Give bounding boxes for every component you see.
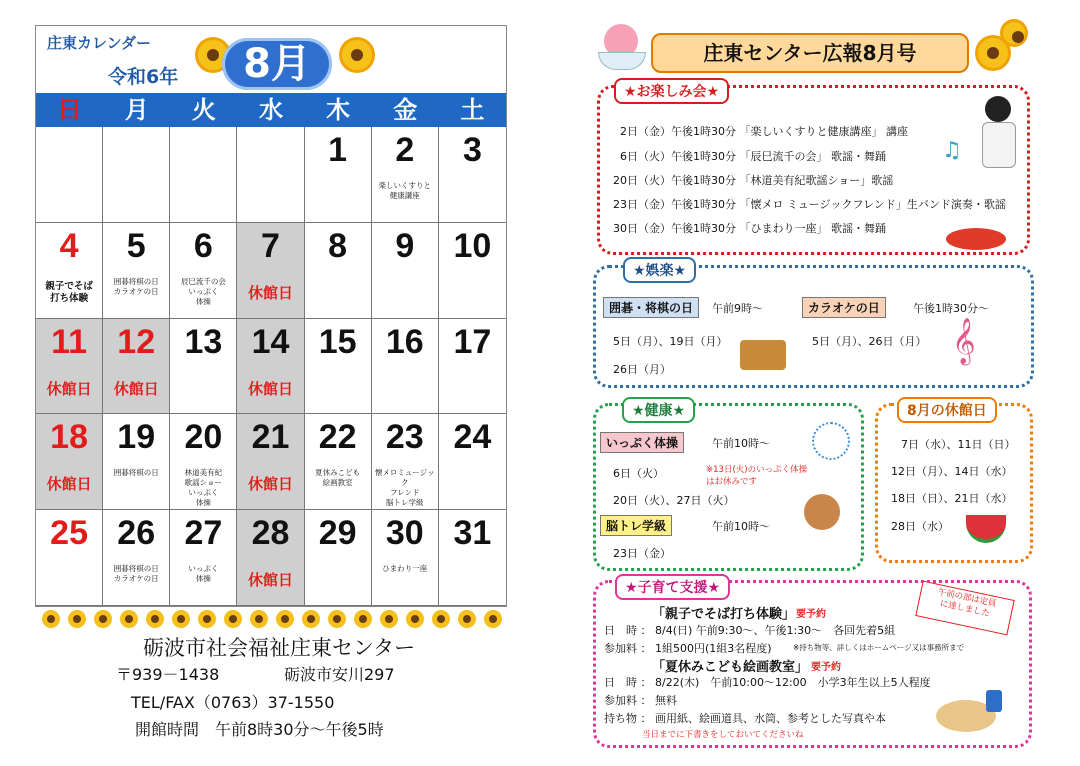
day-number: 9	[395, 226, 415, 265]
calendar-day-cell	[170, 414, 237, 510]
sunflower-icon	[276, 610, 294, 628]
day-event-note: 林道美有紀 歌謡ショー いっぷく 体操	[184, 468, 223, 508]
address-city: 砺波市安川297	[284, 665, 395, 684]
doctor-illustration	[985, 96, 1011, 122]
day-number: 10	[453, 226, 492, 265]
calendar-title: 庄東カレンダー	[47, 34, 152, 52]
calendar-day-cell	[439, 510, 506, 606]
calendar-day-cell	[305, 127, 372, 223]
day-number: 23	[385, 418, 424, 457]
day-number: 24	[453, 418, 492, 457]
ippuku-exercise-time: 午前10時～	[712, 437, 770, 450]
calendar-day-cell	[36, 319, 103, 415]
fireworks-icon	[812, 422, 850, 460]
weekday-sun: 日	[57, 96, 82, 124]
sunflower-icon	[120, 610, 138, 628]
fun-event-tag: ★お楽しみ会★	[614, 78, 729, 104]
sunflower-icon	[42, 610, 60, 628]
ippuku-cancel-note: ※13日(火)のいっぷく体操 はお休みです	[706, 465, 808, 487]
health-tag: ★健康★	[622, 397, 695, 423]
day-number: 31	[453, 514, 492, 553]
karaoke-time: 午後1時30分～	[913, 302, 989, 315]
sunflower-icon	[172, 610, 190, 628]
day-event-note: 夏休みこども 絵画教室	[315, 468, 361, 488]
day-number: 7	[261, 226, 280, 265]
igo-shogi-dates-2: 26日（月）	[613, 363, 671, 376]
calendar-day-cell	[170, 223, 237, 319]
closed-days-line: 28日（水）	[891, 520, 949, 533]
art-class-title: 「夏休みこども絵画教室」	[652, 660, 809, 675]
calendar-day-cell	[305, 510, 372, 606]
calendar-day-cell	[36, 127, 103, 223]
calendar-day-cell	[170, 510, 237, 606]
closed-days-line: 18日（日）、21日（水）	[891, 492, 1013, 505]
soba-event-title: 「親子でそば打ち体験」	[652, 607, 796, 622]
treble-clef-icon: 𝄞	[952, 318, 976, 364]
day-number: 14	[251, 322, 290, 361]
calendar-day-cell	[103, 319, 170, 415]
igo-shogi-label: 囲碁・将棋の日	[603, 297, 699, 318]
day-number: 27	[184, 514, 223, 553]
day-number: 12	[117, 322, 156, 361]
center-name: 砺波市社会福祉庄東センター	[143, 636, 416, 660]
sunflower-border	[42, 610, 502, 632]
sunflower-icon	[250, 610, 268, 628]
calendar-day-cell	[372, 319, 439, 415]
weekday-sat: 土	[460, 96, 485, 124]
day-number: 16	[385, 322, 424, 361]
calendar-day-cell	[36, 510, 103, 606]
sunflower-icon	[380, 610, 398, 628]
day-number: 28	[251, 514, 290, 553]
day-event-note: 囲碁将棋の日 カラオケの日	[113, 276, 159, 296]
calendar-day-cell	[305, 223, 372, 319]
calendar-day-cell	[372, 510, 439, 606]
day-number: 17	[453, 322, 492, 361]
day-event-note: 囲碁将棋の日 カラオケの日	[113, 564, 159, 584]
go-board-icon	[740, 340, 786, 370]
day-number: 22	[318, 418, 357, 457]
calendar-day-cell	[439, 319, 506, 415]
ippuku-exercise-label: いっぷく体操	[600, 432, 684, 453]
closed-days-section	[875, 403, 1033, 563]
closed-day-label: 休館日	[247, 379, 293, 398]
day-number: 15	[318, 322, 357, 361]
closed-day-label: 休館日	[46, 379, 92, 398]
day-event-note: 楽しいくすりと 健康講座	[378, 181, 432, 200]
sunflower-icon	[484, 610, 502, 628]
closed-day-label: 休館日	[113, 379, 159, 398]
soba-event-fee: 参加料 ： 1組500円(1組3名程度)	[604, 642, 772, 655]
day-event-note: 囲碁将棋の日	[113, 468, 159, 478]
full-capacity-stamp: 午前の部は定員 に達しました	[915, 581, 1014, 636]
weekday-thu: 木	[326, 96, 351, 124]
closed-day-label: 休館日	[247, 475, 293, 494]
calendar-day-cell	[237, 414, 304, 510]
drum-set-icon	[946, 228, 1006, 250]
calendar-day-cell	[237, 223, 304, 319]
calendar-day-cell	[36, 414, 103, 510]
opening-hours: 開館時間 午前8時30分～午後5時	[135, 720, 384, 739]
sunflower-icon	[406, 610, 424, 628]
day-number: 4	[59, 226, 79, 265]
sunflower-icon	[342, 40, 372, 70]
weekday-wed: 水	[258, 96, 283, 124]
weekday-mon: 月	[124, 96, 149, 124]
calendar-day-cell	[305, 414, 372, 510]
calendar-day-cell	[439, 223, 506, 319]
day-number: 19	[117, 418, 156, 457]
weekday-tue: 火	[191, 96, 216, 124]
closed-days-line: 12日（月）、14日（水）	[891, 465, 1013, 478]
sunflower-icon	[302, 610, 320, 628]
closed-day-label: 休館日	[247, 283, 293, 302]
day-number: 30	[385, 514, 424, 553]
brain-training-label: 脳トレ学級	[600, 515, 672, 536]
doctor-coat-icon	[982, 122, 1016, 168]
ippuku-date-2: 20日（火）、27日（火）	[613, 494, 735, 507]
closed-days-tag: 8月の休館日	[897, 397, 997, 423]
sunflower-icon	[432, 610, 450, 628]
day-number: 21	[251, 418, 290, 457]
fun-event-line: 20日（火）午後1時30分 「林道美有紀歌謡ショー」歌謡	[613, 174, 894, 187]
entertainment-tag: ★娯楽★	[623, 257, 696, 283]
fun-event-line: 6日（火）午後1時30分 「辰巳流千の会」 歌謡・舞踊	[620, 150, 886, 163]
paint-jar-icon	[986, 690, 1002, 712]
calendar-day-cell	[103, 510, 170, 606]
art-class-time: 日 時 ： 8/22(木) 午前10:00～12:00 小学3年生以上5人程度	[604, 676, 931, 689]
day-number: 29	[318, 514, 357, 553]
day-event-note: 懐メロミュージック フレンド 脳トレ学級	[374, 468, 435, 508]
day-event-note: 辰巳流千の会 いっぷく 体操	[180, 276, 226, 306]
sunflower-icon	[978, 38, 1008, 68]
calendar-day-cell	[103, 127, 170, 223]
soba-event-time: 日 時 ： 8/4(日) 午前9:30～、午後1:30～ 各回先着5組	[604, 624, 896, 637]
postal-code: 〒939－1438	[116, 665, 220, 684]
calendar-grid	[36, 127, 506, 606]
sunflower-icon	[146, 610, 164, 628]
brain-training-time: 午前10時～	[712, 520, 770, 533]
fun-event-line: 30日（金）午後1時30分 「ひまわり一座」 歌謡・舞踊	[613, 222, 886, 235]
calendar-day-cell	[372, 414, 439, 510]
art-class-fee: 参加料 ： 無料	[604, 694, 677, 707]
day-number: 20	[184, 418, 223, 457]
day-number: 13	[184, 322, 223, 361]
calendar-day-cell	[103, 223, 170, 319]
cat-reading-icon	[804, 494, 840, 530]
fun-event-line: 23日（金）午後1時30分 「懐メロ ミュージックフレンド」生バンド演奏・歌謡	[613, 198, 1006, 211]
sunflower-icon	[1003, 22, 1025, 44]
soba-reservation: 要予約	[796, 609, 826, 620]
closed-day-label: 休館日	[46, 475, 92, 494]
sunflower-icon	[94, 610, 112, 628]
sunflower-icon	[224, 610, 242, 628]
art-class-items: 持ち物 ： 画用紙、絵画道具、水筒、参考とした写真や本	[604, 712, 886, 725]
art-class-reservation: 要予約	[811, 662, 841, 673]
karaoke-label: カラオケの日	[802, 297, 886, 318]
calendar-day-cell	[237, 127, 304, 223]
day-event-note: いっぷく 体操	[188, 564, 219, 584]
day-number: 5	[126, 226, 146, 265]
calendar-day-cell	[36, 223, 103, 319]
sunflower-icon	[68, 610, 86, 628]
weekday-fri: 金	[393, 96, 418, 124]
day-number: 25	[50, 514, 88, 553]
igo-shogi-dates: 5日（月）、19日（月）	[613, 335, 728, 348]
day-number: 1	[328, 131, 348, 169]
tel-fax: TEL/FAX（0763）37-1550	[131, 693, 335, 712]
calendar-day-cell	[372, 127, 439, 223]
karaoke-dates: 5日（月）、26日（月）	[812, 335, 927, 348]
soba-event-note: ※持ち物等、詳しくはホームページ又は事務所まで	[793, 643, 965, 652]
day-number: 3	[462, 131, 482, 169]
sunflower-icon	[198, 610, 216, 628]
calendar-era: 令和6年	[108, 66, 179, 88]
closed-days-line: 7日（水）、11日（日）	[901, 438, 1016, 451]
calendar-day-cell	[372, 223, 439, 319]
day-number: 18	[50, 418, 88, 457]
day-number: 6	[193, 226, 213, 265]
weekday-header	[36, 93, 506, 127]
sunflower-icon	[354, 610, 372, 628]
calendar-day-cell	[237, 319, 304, 415]
day-event-note: 親子でそば 打ち体験	[45, 280, 93, 304]
newsletter-title: 庄東センター広報8月号	[651, 33, 969, 73]
ippuku-date-1: 6日（火）	[613, 467, 664, 480]
day-number: 26	[117, 514, 156, 553]
calendar-day-cell	[170, 319, 237, 415]
art-class-note: 当日までに下書きをしておいてくださいね	[642, 730, 804, 740]
music-note-icon: ♫	[942, 138, 962, 163]
calendar-day-cell	[439, 414, 506, 510]
closed-day-label: 休館日	[247, 571, 293, 590]
month-label: 8月	[243, 41, 311, 87]
day-event-note: ひまわり一座	[382, 564, 428, 574]
calendar-day-cell	[237, 510, 304, 606]
calendar-day-cell	[103, 414, 170, 510]
sunflower-icon	[328, 610, 346, 628]
brain-training-date: 23日（金）	[613, 547, 671, 560]
day-number: 11	[51, 322, 88, 361]
day-number: 8	[328, 226, 348, 265]
fun-event-line: 2日（金）午後1時30分 「楽しいくすりと健康講座」 講座	[620, 125, 908, 138]
glass-bowl-icon	[598, 52, 646, 70]
calendar-day-cell	[439, 127, 506, 223]
sunflower-icon	[458, 610, 476, 628]
calendar-day-cell	[170, 127, 237, 223]
child-support-tag: ★子育て支援★	[615, 574, 730, 600]
igo-shogi-time: 午前9時～	[712, 302, 763, 315]
calendar-day-cell	[305, 319, 372, 415]
day-number: 2	[395, 131, 415, 169]
